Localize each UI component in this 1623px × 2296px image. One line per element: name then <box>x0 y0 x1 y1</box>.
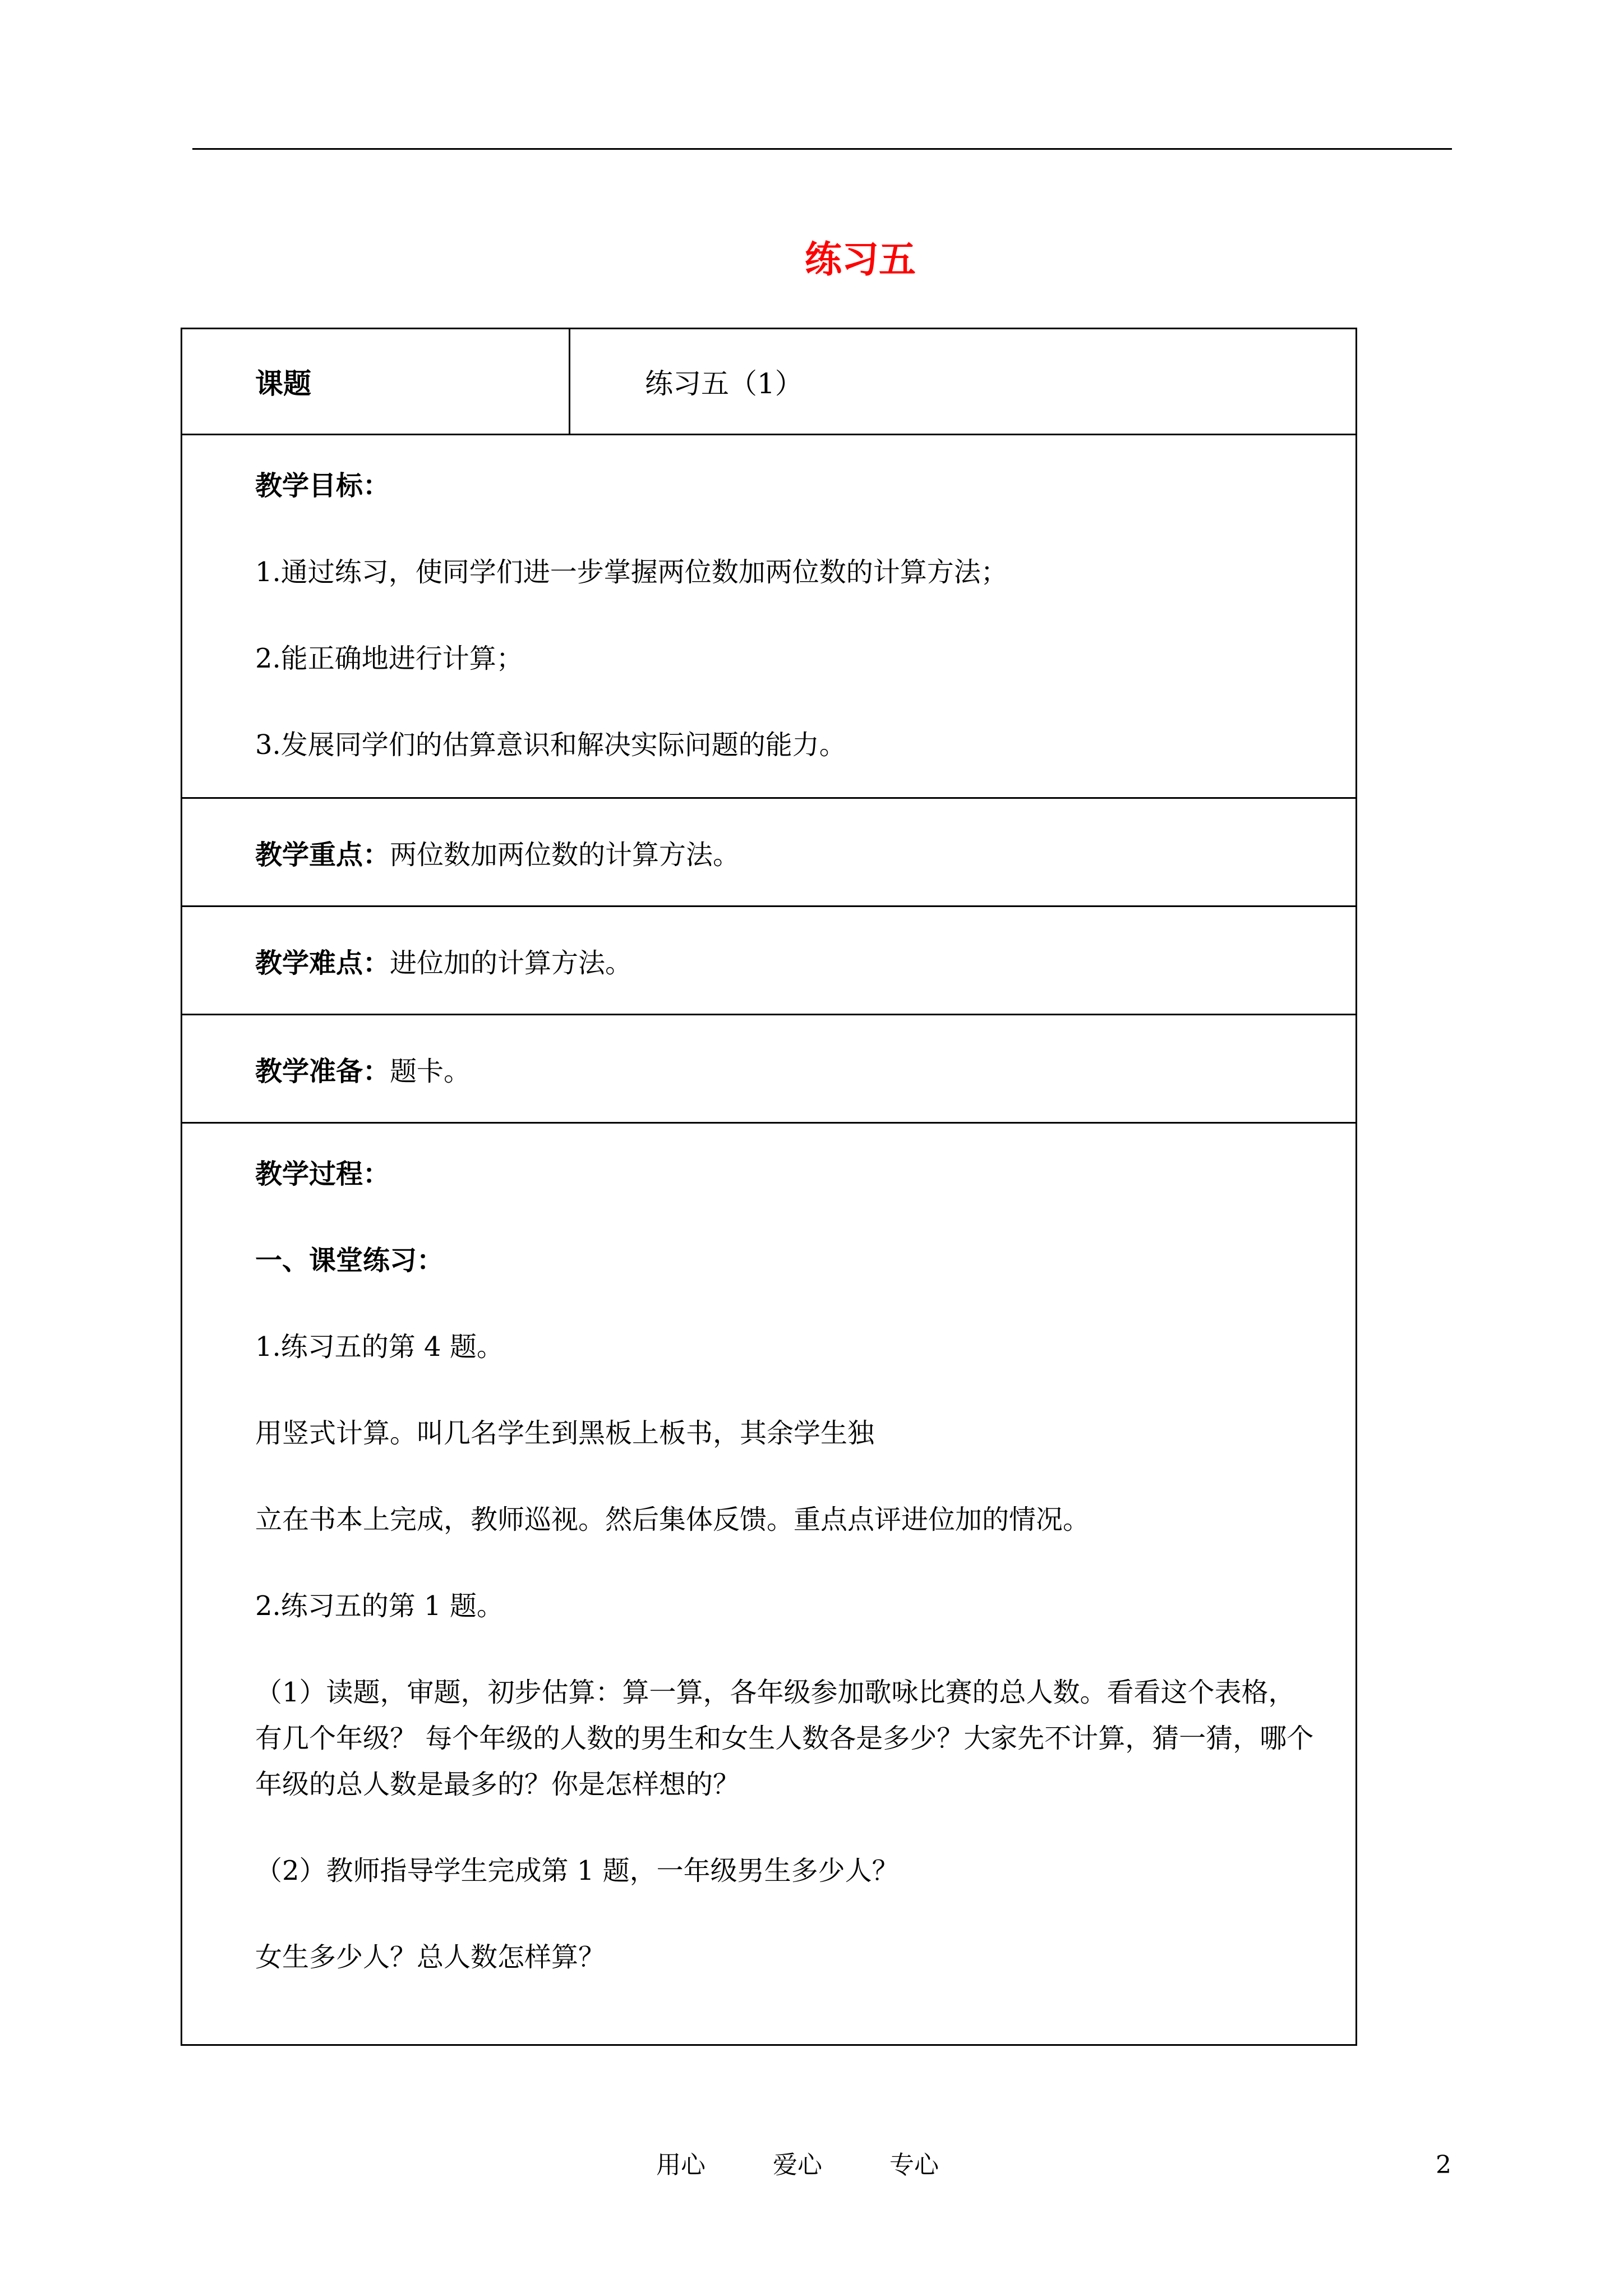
difficulty-text: 进位加的计算方法。 <box>390 947 633 979</box>
objectives-row <box>182 435 1357 798</box>
key-point-text: 两位数加两位数的计算方法。 <box>390 839 740 871</box>
paragraph: 2.练习五的第 1 题。 <box>255 1590 504 1622</box>
header-rule <box>192 148 1452 150</box>
paragraph-line: （1）读题，审题，初步估算：算一算，各年级参加歌咏比赛的总人数。看看这个表格， <box>255 1677 1295 1708</box>
motto-word: 用心 <box>656 2151 706 2179</box>
paragraph-line: 有几个年级？ 每个年级的人数的男生和女生人数各是多少？大家先不计算，猜一猜，哪个 <box>255 1723 1314 1754</box>
preparation-label: 教学准备： <box>255 1055 390 1087</box>
paragraph-line: 年级的总人数是最多的？你是怎样想的？ <box>255 1769 740 1800</box>
difficulty-cell <box>182 907 1357 1015</box>
footer-motto <box>656 2148 1006 2182</box>
objective-item: 3.发展同学们的估算意识和解决实际问题的能力。 <box>255 729 846 761</box>
paragraph: （2）教师指导学生完成第 1 题，一年级男生多少人？ <box>255 1855 899 1887</box>
paragraph: 女生多少人？总人数怎样算？ <box>255 1941 606 1973</box>
key-point-row <box>182 798 1357 907</box>
key-point-cell <box>182 798 1357 907</box>
topic-label: 课题 <box>182 329 570 435</box>
process-heading: 教学过程： <box>255 1158 390 1190</box>
objectives-heading: 教学目标： <box>255 470 390 501</box>
preparation-row <box>182 1015 1357 1123</box>
objective-item: 2.能正确地进行计算； <box>255 643 523 674</box>
key-point-label: 教学重点： <box>255 839 390 871</box>
section-heading: 一、课堂练习： <box>255 1245 444 1276</box>
paragraph: 1.练习五的第 4 题。 <box>255 1331 504 1363</box>
topic-row <box>182 329 1357 435</box>
preparation-text: 题卡。 <box>390 1055 471 1087</box>
process-row <box>182 1123 1357 2045</box>
process-cell <box>182 1123 1357 2045</box>
paragraph: 立在书本上完成，教师巡视。然后集体反馈。重点点评进位加的情况。 <box>255 1504 1090 1535</box>
page-number: 2 <box>1436 2151 1451 2179</box>
paragraph: 用竖式计算。叫几名学生到黑板上板书，其余学生独 <box>255 1418 875 1449</box>
topic-value: 练习五（1） <box>570 329 1357 435</box>
difficulty-label: 教学难点： <box>255 947 390 979</box>
lesson-plan-table <box>181 328 1357 2046</box>
objective-item: 1.通过练习，使同学们进一步掌握两位数加两位数的计算方法； <box>255 556 1008 588</box>
motto-word: 专心 <box>889 2151 939 2179</box>
objectives-cell <box>182 435 1357 798</box>
difficulty-row <box>182 907 1357 1015</box>
document-title: 练习五 <box>805 238 916 281</box>
motto-word: 爱心 <box>773 2151 822 2179</box>
preparation-cell <box>182 1015 1357 1123</box>
